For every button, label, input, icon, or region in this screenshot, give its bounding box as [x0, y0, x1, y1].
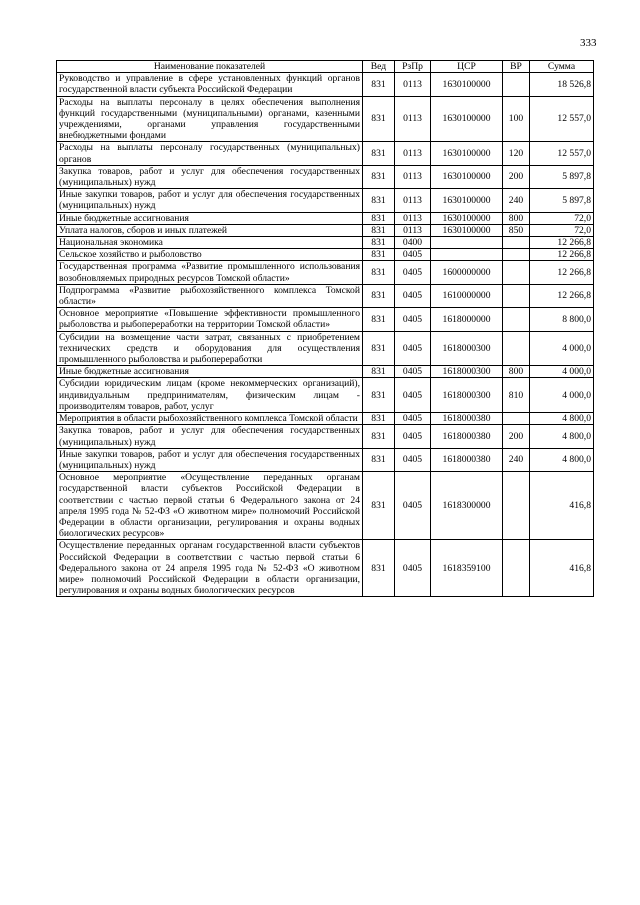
- cell-name: Иные бюджетные ассигнования: [57, 366, 363, 378]
- cell-sum: 4 800,0: [530, 448, 594, 471]
- cell-vr: [503, 472, 530, 540]
- cell-ved: 831: [363, 284, 395, 307]
- cell-rzpr: 0405: [395, 331, 431, 366]
- cell-ved: 831: [363, 425, 395, 448]
- cell-sum: 416,8: [530, 540, 594, 597]
- cell-sum: 416,8: [530, 472, 594, 540]
- cell-ved: 831: [363, 142, 395, 165]
- cell-ved: 831: [363, 212, 395, 224]
- table-row: [57, 425, 594, 448]
- cell-csr: 1618000380: [431, 448, 503, 471]
- cell-name: Государственная программа «Развитие промышленного использования возобновляемых природных ресурсов Томской области»: [57, 261, 363, 284]
- cell-vr: 240: [503, 448, 530, 471]
- cell-name: Основное мероприятие «Осуществление переданных органам государственной власти субъектов Российской Федерации в соответствии с частью первой статьи 6 Федерального закона от 24 апреля 1995 года № 52-ФЗ «О животном мире» полномочий Российской Федерации в области организации, регулирования и охраны водных биологических ресурсов»: [57, 472, 363, 540]
- table-row: [57, 73, 594, 96]
- table-row: [57, 165, 594, 188]
- cell-vr: 240: [503, 189, 530, 212]
- cell-ved: 831: [363, 378, 395, 413]
- cell-sum: 12 266,8: [530, 261, 594, 284]
- cell-name: Субсидии юридическим лицам (кроме некоммерческих организаций), индивидуальным предпринимателям, физическим лицам - производителям товаров, работ, услуг: [57, 378, 363, 413]
- table-header-row: [57, 61, 594, 73]
- cell-csr: 1630100000: [431, 189, 503, 212]
- cell-csr: 1610000000: [431, 284, 503, 307]
- cell-csr: 1630100000: [431, 73, 503, 96]
- cell-rzpr: 0405: [395, 284, 431, 307]
- cell-rzpr: 0405: [395, 378, 431, 413]
- cell-name: Руководство и управление в сфере установленных функций органов государственной власти субъекта Российской Федерации: [57, 73, 363, 96]
- cell-csr: 1618359100: [431, 540, 503, 597]
- cell-vr: 100: [503, 96, 530, 142]
- cell-name: Осуществление переданных органам государственной власти субъектов Российской Федерации в соответствии с частью первой статьи 6 Федерального закона от 24 апреля 1995 года № 52-ФЗ «О животном мире» полномочий Российской Федерации в области организации, регулирования и охраны водных биологических ресурсов: [57, 540, 363, 597]
- cell-name: Подпрограмма «Развитие рыбохозяйственного комплекса Томской области»: [57, 284, 363, 307]
- cell-rzpr: 0113: [395, 224, 431, 236]
- cell-rzpr: 0405: [395, 448, 431, 471]
- cell-csr: 1630100000: [431, 165, 503, 188]
- budget-table: [56, 60, 594, 597]
- table-row: [57, 284, 594, 307]
- cell-rzpr: 0113: [395, 165, 431, 188]
- cell-csr: 1618000380: [431, 425, 503, 448]
- cell-name: Расходы на выплаты персоналу государственных (муниципальных) органов: [57, 142, 363, 165]
- cell-sum: 5 897,8: [530, 189, 594, 212]
- cell-ved: 831: [363, 224, 395, 236]
- header-sum: Сумма: [530, 61, 594, 73]
- cell-ved: 831: [363, 331, 395, 366]
- header-ved: Вед: [363, 61, 395, 73]
- cell-sum: 4 000,0: [530, 331, 594, 366]
- cell-rzpr: 0405: [395, 472, 431, 540]
- table-row: [57, 378, 594, 413]
- cell-vr: [503, 331, 530, 366]
- cell-csr: 1630100000: [431, 212, 503, 224]
- cell-vr: 800: [503, 366, 530, 378]
- cell-name: Иные бюджетные ассигнования: [57, 212, 363, 224]
- table-row: [57, 212, 594, 224]
- cell-name: Национальная экономика: [57, 237, 363, 249]
- cell-rzpr: 0405: [395, 249, 431, 261]
- cell-sum: 4 800,0: [530, 425, 594, 448]
- cell-vr: 200: [503, 425, 530, 448]
- cell-csr: 1630100000: [431, 96, 503, 142]
- header-rzpr: РзПр: [395, 61, 431, 73]
- cell-sum: 18 526,8: [530, 73, 594, 96]
- table-row: [57, 331, 594, 366]
- table-row: [57, 96, 594, 142]
- cell-rzpr: 0113: [395, 142, 431, 165]
- cell-rzpr: 0405: [395, 413, 431, 425]
- cell-sum: 12 266,8: [530, 249, 594, 261]
- cell-rzpr: 0113: [395, 73, 431, 96]
- cell-name: Субсидии на возмещение части затрат, связанных с приобретением технических средств и оборудования для осуществления промышленного рыболовства и рыбопереработки: [57, 331, 363, 366]
- header-vr: ВР: [503, 61, 530, 73]
- cell-ved: 831: [363, 448, 395, 471]
- cell-rzpr: 0405: [395, 425, 431, 448]
- table-row: [57, 237, 594, 249]
- cell-csr: 1618000300: [431, 378, 503, 413]
- cell-name: Основное мероприятие «Повышение эффективности промышленного рыболовства и рыбопереработки на территории Томской области»: [57, 308, 363, 331]
- cell-name: Закупка товаров, работ и услуг для обеспечения государственных (муниципальных) нужд: [57, 425, 363, 448]
- cell-rzpr: 0113: [395, 212, 431, 224]
- cell-sum: 4 800,0: [530, 413, 594, 425]
- cell-ved: 831: [363, 413, 395, 425]
- cell-sum: 4 000,0: [530, 366, 594, 378]
- table-row: [57, 189, 594, 212]
- cell-sum: 8 800,0: [530, 308, 594, 331]
- cell-name: Расходы на выплаты персоналу в целях обеспечения выполнения функций государственными (муниципальными) органами, казенными учреждениями, органами управления государственными внебюджетными фондами: [57, 96, 363, 142]
- table-row: [57, 413, 594, 425]
- cell-vr: [503, 237, 530, 249]
- cell-csr: 1618000380: [431, 413, 503, 425]
- cell-name: Иные закупки товаров, работ и услуг для обеспечения государственных (муниципальных) нужд: [57, 448, 363, 471]
- cell-csr: [431, 249, 503, 261]
- cell-ved: 831: [363, 96, 395, 142]
- table-row: [57, 261, 594, 284]
- cell-ved: 831: [363, 249, 395, 261]
- cell-sum: 12 266,8: [530, 284, 594, 307]
- cell-ved: 831: [363, 73, 395, 96]
- cell-csr: 1618000000: [431, 308, 503, 331]
- cell-ved: 831: [363, 237, 395, 249]
- cell-sum: 72,0: [530, 224, 594, 236]
- cell-vr: [503, 261, 530, 284]
- cell-sum: 12 266,8: [530, 237, 594, 249]
- cell-vr: 850: [503, 224, 530, 236]
- cell-rzpr: 0405: [395, 308, 431, 331]
- cell-csr: 1618300000: [431, 472, 503, 540]
- cell-ved: 831: [363, 261, 395, 284]
- table-row: [57, 540, 594, 597]
- cell-sum: 4 000,0: [530, 378, 594, 413]
- cell-csr: [431, 237, 503, 249]
- cell-sum: 12 557,0: [530, 142, 594, 165]
- cell-rzpr: 0405: [395, 540, 431, 597]
- table-body: [57, 73, 594, 597]
- cell-vr: [503, 413, 530, 425]
- cell-rzpr: 0113: [395, 189, 431, 212]
- table-row: [57, 249, 594, 261]
- cell-vr: [503, 249, 530, 261]
- table-row: [57, 366, 594, 378]
- cell-ved: 831: [363, 189, 395, 212]
- table-row: [57, 472, 594, 540]
- cell-rzpr: 0113: [395, 96, 431, 142]
- cell-ved: 831: [363, 540, 395, 597]
- cell-vr: 200: [503, 165, 530, 188]
- cell-rzpr: 0405: [395, 366, 431, 378]
- page-number: 333: [580, 37, 597, 49]
- cell-csr: 1618000300: [431, 366, 503, 378]
- header-csr: ЦСР: [431, 61, 503, 73]
- table-row: [57, 448, 594, 471]
- cell-csr: 1630100000: [431, 224, 503, 236]
- cell-sum: 5 897,8: [530, 165, 594, 188]
- cell-vr: [503, 73, 530, 96]
- cell-rzpr: 0405: [395, 261, 431, 284]
- cell-ved: 831: [363, 366, 395, 378]
- cell-csr: 1618000300: [431, 331, 503, 366]
- cell-vr: 810: [503, 378, 530, 413]
- cell-name: Уплата налогов, сборов и иных платежей: [57, 224, 363, 236]
- cell-sum: 72,0: [530, 212, 594, 224]
- table-row: [57, 224, 594, 236]
- cell-name: Мероприятия в области рыбохозяйственного комплекса Томской области: [57, 413, 363, 425]
- cell-name: Иные закупки товаров, работ и услуг для обеспечения государственных (муниципальных) нужд: [57, 189, 363, 212]
- cell-vr: 120: [503, 142, 530, 165]
- table-row: [57, 308, 594, 331]
- cell-name: Сельское хозяйство и рыболовство: [57, 249, 363, 261]
- cell-csr: 1630100000: [431, 142, 503, 165]
- cell-name: Закупка товаров, работ и услуг для обеспечения государственных (муниципальных) нужд: [57, 165, 363, 188]
- cell-vr: 800: [503, 212, 530, 224]
- header-name: Наименование показателей: [57, 61, 363, 73]
- cell-vr: [503, 308, 530, 331]
- cell-csr: 1600000000: [431, 261, 503, 284]
- cell-vr: [503, 540, 530, 597]
- cell-ved: 831: [363, 472, 395, 540]
- cell-vr: [503, 284, 530, 307]
- cell-sum: 12 557,0: [530, 96, 594, 142]
- cell-rzpr: 0400: [395, 237, 431, 249]
- cell-ved: 831: [363, 165, 395, 188]
- table-row: [57, 142, 594, 165]
- cell-ved: 831: [363, 308, 395, 331]
